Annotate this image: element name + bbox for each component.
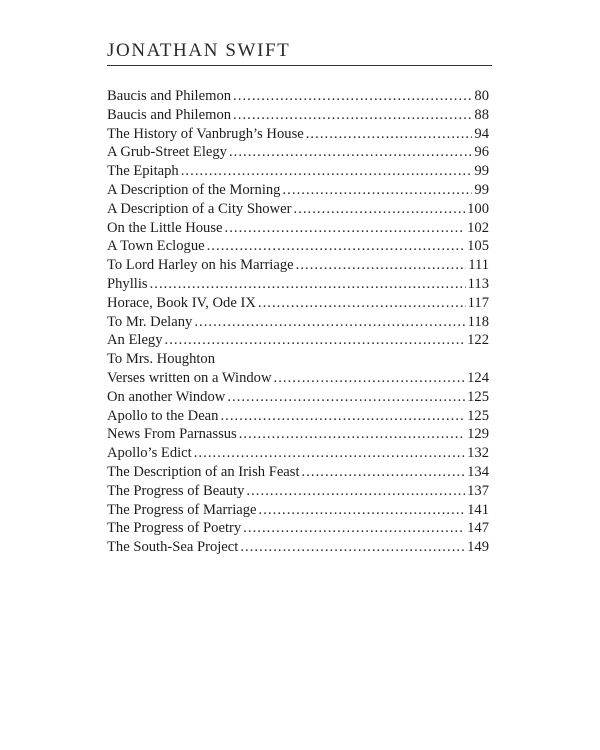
toc-entry [107,482,489,501]
toc-entry [107,219,489,238]
toc-dot-leader [194,313,465,332]
toc-entry-title: A Grub-Street Elegy [107,144,227,161]
toc-dot-leader [239,425,465,444]
toc-entry-page: 111 [468,257,489,274]
toc-entry-title: The History of Vanbrugh’s House [107,125,304,142]
toc-entry [107,125,489,144]
toc-entry [107,369,489,388]
toc-entry [107,106,489,125]
header-rule [107,65,492,66]
toc-dot-leader [229,143,472,162]
toc-entry-title: Baucis and Philemon [107,106,232,123]
toc-entry [107,143,489,162]
toc-entry-title: The Epitaph [107,163,179,180]
toc-entry-page: 122 [467,332,489,349]
toc-entry-page: 99 [474,181,489,198]
toc-entry-page: 129 [467,426,489,443]
toc-dot-leader [240,538,465,557]
toc-entry-title: News From Parnassus [107,426,237,443]
toc-entry-title: Baucis and Philemon [107,88,232,104]
toc-entry [107,237,489,256]
toc-entry [107,519,489,538]
author-name: JONATHAN SWIFT [107,40,291,61]
toc-entry [107,87,489,106]
toc-entry-page: 105 [467,238,489,255]
toc-entry-title: Apollo’s Edict [107,445,192,462]
toc-dot-leader [181,162,473,181]
toc-entry-page: 125 [467,388,489,405]
toc-entry-page: 149 [467,539,489,556]
toc-entry-title: To Lord Harley on his Marriage [107,257,294,274]
toc-entry-title: A Description of the Morning [107,181,281,198]
toc-entry [107,444,489,463]
toc-entry-title: To Mr. Delany [107,313,193,330]
toc-entry [107,538,489,557]
toc-dot-leader [165,331,466,350]
toc-entry [107,407,489,426]
toc-entry [107,350,489,369]
toc-dot-leader [246,482,465,501]
toc-dot-leader [243,519,465,538]
toc-entry-title: Horace, Book IV, Ode IX [107,294,256,311]
toc-entry-page: 88 [474,106,489,123]
toc-dot-leader [258,294,466,313]
toc-entry [107,256,489,275]
toc-entry-page: 134 [467,463,489,480]
toc-entry [107,388,489,407]
toc-entry [107,275,489,294]
toc-dot-leader [220,407,465,426]
toc-entry-title: The South-Sea Project [107,539,239,556]
toc-entry-page: 132 [467,445,489,462]
toc-dot-leader [274,369,466,388]
toc-entry-page: 141 [467,501,489,518]
toc-entry-page: 147 [467,520,489,537]
toc-entry-title: The Progress of Beauty [107,482,245,499]
toc-entry-title: An Elegy [107,332,163,349]
toc-dot-leader [233,106,472,125]
toc-dot-leader [150,275,466,294]
toc-entry [107,294,489,313]
toc-entry-page: 117 [467,294,489,311]
toc-entry [107,425,489,444]
toc-entry-title: A Description of a City Shower [107,200,292,217]
toc-entry-page: 96 [474,144,489,161]
toc-entry-page: 102 [467,219,489,236]
toc-entry [107,200,489,219]
table-of-contents [107,87,489,557]
toc-entry-title: Apollo to the Dean [107,407,219,424]
toc-dot-leader [207,237,466,256]
toc-dot-leader [302,463,466,482]
toc-entry-title: Verses written on a Window [107,369,272,386]
toc-dot-leader [259,501,466,520]
toc-entry-title: The Progress of Poetry [107,520,242,537]
toc-entry-title: On another Window [107,388,226,405]
toc-entry [107,162,489,181]
toc-entry-title: To Mrs. Houghton [107,351,216,368]
toc-entry-title: On the Little House [107,219,223,236]
toc-entry-page: 99 [474,163,489,180]
toc-entry [107,501,489,520]
toc-entry [107,313,489,332]
toc-entry-title: The Progress of Marriage [107,501,257,518]
toc-entry-page: 113 [467,275,489,292]
toc-dot-leader [296,256,467,275]
toc-dot-leader [233,87,472,106]
toc-entry-title: Phyllis [107,275,148,292]
running-head [107,40,492,62]
toc-entry-page: 100 [467,200,489,217]
toc-entry-page: 94 [474,125,489,142]
toc-dot-leader [194,444,465,463]
toc-entry-page: 137 [467,482,489,499]
toc-entry [107,181,489,200]
toc-dot-leader [282,181,472,200]
toc-entry-title: A Town Eclogue [107,238,205,255]
toc-dot-leader [306,125,473,144]
toc-dot-leader [227,388,465,407]
toc-entry-page: 124 [467,369,489,386]
toc-dot-leader [225,219,466,238]
toc-entry-page: 118 [467,313,489,330]
toc-entry-page: 125 [467,407,489,424]
toc-entry-page: 80 [474,88,489,104]
toc-entry [107,331,489,350]
toc-entry [107,463,489,482]
toc-entry-title: The Description of an Irish Feast [107,463,300,480]
toc-dot-leader [293,200,465,219]
